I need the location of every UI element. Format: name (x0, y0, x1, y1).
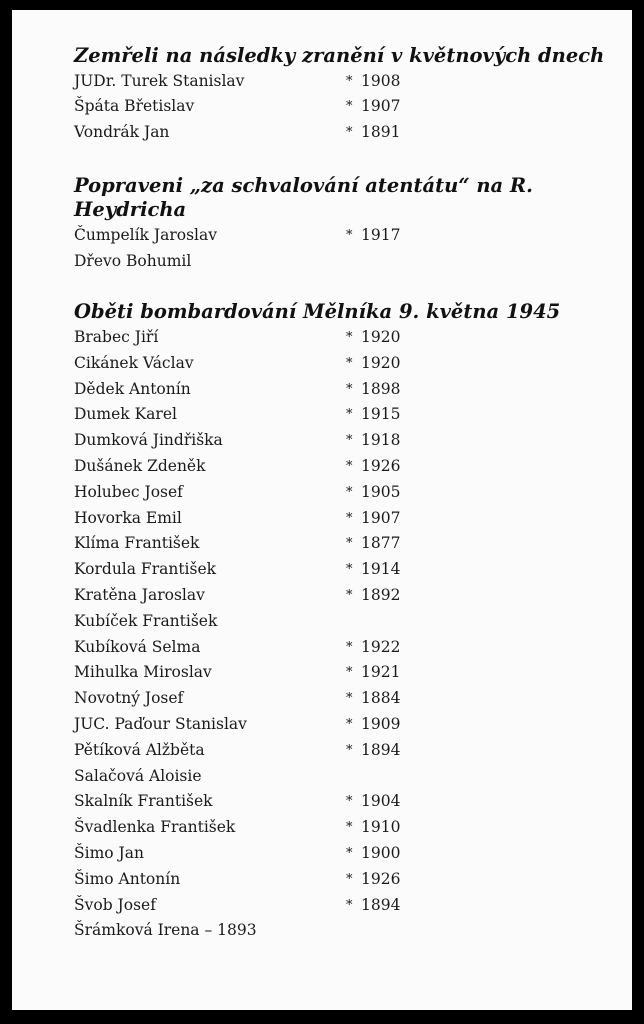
birth-year: 1877 (361, 534, 401, 553)
person-list (74, 223, 614, 275)
birth-star: * (346, 484, 353, 500)
birth-star: * (346, 433, 353, 449)
list-item (74, 841, 614, 867)
birth-star: * (346, 716, 353, 732)
birth-year: 1907 (361, 97, 401, 116)
person-name: Kubíček František (74, 611, 218, 630)
list-item (74, 325, 614, 351)
birth-star: * (346, 665, 353, 681)
person-name: Holubec Josef (74, 482, 183, 501)
birth-star: * (346, 458, 353, 474)
birth-year: 1917 (361, 225, 401, 244)
birth-year: 1894 (361, 740, 401, 759)
birth-star: * (346, 536, 353, 552)
section-spacer (74, 146, 614, 174)
list-item (74, 506, 614, 532)
birth-year: 1900 (361, 843, 401, 862)
birth-star: * (346, 897, 353, 913)
list-item (74, 815, 614, 841)
person-name: Dumek Karel (74, 405, 177, 424)
birth-star: * (346, 227, 353, 243)
birth-star: * (346, 742, 353, 758)
birth-star: * (346, 329, 353, 345)
birth-year: 1905 (361, 482, 401, 501)
person-name: Špáta Břetislav (74, 97, 195, 116)
list-item (74, 249, 614, 275)
birth-year: 1910 (361, 818, 401, 837)
person-list (74, 325, 614, 944)
person-name: Novotný Josef (74, 689, 184, 708)
section-wounded (74, 44, 614, 146)
birth-star: * (346, 125, 353, 141)
birth-year: 1908 (361, 71, 401, 90)
person-name: Šimo Jan (74, 843, 144, 862)
birth-year: 1891 (361, 123, 401, 142)
birth-year: 1918 (361, 431, 401, 450)
list-item (74, 94, 614, 120)
person-name: JUDr. Turek Stanislav (74, 71, 245, 90)
list-item (74, 893, 614, 919)
person-name: Švob Josef (74, 895, 156, 914)
person-name: Cikánek Václav (74, 353, 194, 372)
birth-year: 1926 (361, 869, 401, 888)
birth-star: * (346, 99, 353, 115)
birth-star: * (346, 845, 353, 861)
list-item (74, 918, 614, 944)
list-item (74, 789, 614, 815)
person-name: Dřevo Bohumil (74, 251, 192, 270)
person-name: Vondrák Jan (74, 123, 170, 142)
list-item (74, 351, 614, 377)
list-item (74, 454, 614, 480)
list-item (74, 686, 614, 712)
person-name: Salačová Aloisie (74, 766, 202, 785)
list-item (74, 377, 614, 403)
birth-star: * (346, 820, 353, 836)
list-item (74, 712, 614, 738)
person-name: Klíma František (74, 534, 200, 553)
person-name: Šrámková Irena – 1893 (74, 921, 257, 940)
birth-year: 1904 (361, 792, 401, 811)
list-item (74, 867, 614, 893)
section-bombing-victims (74, 300, 614, 944)
section-spacer (74, 274, 614, 300)
person-name: JUC. Paďour Stanislav (74, 714, 247, 733)
list-item (74, 428, 614, 454)
section-executed (74, 174, 614, 275)
list-item (74, 402, 614, 428)
document-content (74, 44, 614, 944)
birth-star: * (346, 407, 353, 423)
list-item (74, 583, 614, 609)
person-name: Mihulka Miroslav (74, 663, 212, 682)
birth-star: * (346, 794, 353, 810)
person-name: Švadlenka František (74, 818, 236, 837)
birth-star: * (346, 381, 353, 397)
birth-star: * (346, 639, 353, 655)
person-name: Hovorka Emil (74, 508, 182, 527)
person-name: Šimo Antonín (74, 869, 181, 888)
list-item (74, 69, 614, 95)
birth-star: * (346, 73, 353, 89)
birth-year: 1921 (361, 663, 401, 682)
person-name: Kratěna Jaroslav (74, 585, 205, 604)
birth-star: * (346, 587, 353, 603)
page (12, 10, 632, 1010)
birth-star: * (346, 562, 353, 578)
list-item (74, 557, 614, 583)
birth-year: 1914 (361, 560, 401, 579)
birth-year: 1907 (361, 508, 401, 527)
list-item (74, 120, 614, 146)
person-name: Dušánek Zdeněk (74, 456, 206, 475)
person-name: Dumková Jindřiška (74, 431, 223, 450)
list-item (74, 531, 614, 557)
person-name: Brabec Jiří (74, 327, 159, 346)
birth-year: 1926 (361, 456, 401, 475)
person-name: Kordula František (74, 560, 217, 579)
birth-star: * (346, 691, 353, 707)
list-item (74, 480, 614, 506)
person-name: Pětíková Alžběta (74, 740, 205, 759)
list-item (74, 609, 614, 635)
birth-year: 1920 (361, 327, 401, 346)
person-name: Dědek Antonín (74, 379, 191, 398)
birth-year: 1922 (361, 637, 401, 656)
list-item (74, 223, 614, 249)
birth-star: * (346, 355, 353, 371)
section-heading: Popraveni „za schvalování atentátu“ na R. Heydricha (74, 173, 533, 222)
list-item (74, 660, 614, 686)
birth-star: * (346, 871, 353, 887)
person-name: Skalník František (74, 792, 213, 811)
section-heading: Oběti bombardování Mělníka 9. května 1945 (74, 300, 561, 324)
birth-year: 1898 (361, 379, 401, 398)
person-list (74, 69, 614, 146)
birth-year: 1915 (361, 405, 401, 424)
birth-star: * (346, 510, 353, 526)
birth-year: 1884 (361, 689, 401, 708)
birth-year: 1909 (361, 714, 401, 733)
list-item (74, 738, 614, 764)
list-item (74, 764, 614, 790)
birth-year: 1920 (361, 353, 401, 372)
person-name: Čumpelík Jaroslav (74, 225, 217, 244)
person-name: Kubíková Selma (74, 637, 201, 656)
birth-year: 1892 (361, 585, 401, 604)
birth-year: 1894 (361, 895, 401, 914)
section-heading: Zemřeli na následky zranění v květnových dnech (74, 44, 605, 67)
list-item (74, 635, 614, 661)
